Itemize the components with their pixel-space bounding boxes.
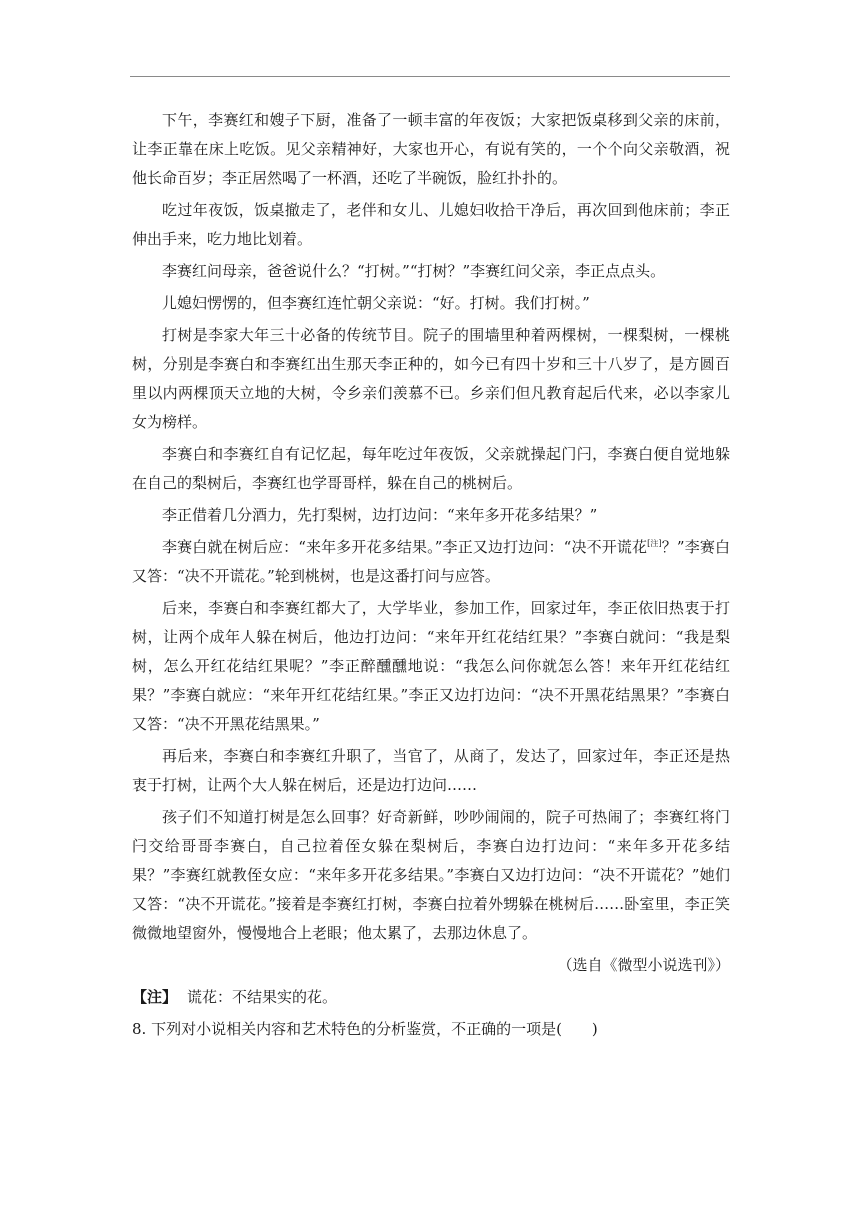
paragraph: 儿媳妇愣愣的，但李赛红连忙朝父亲说：“好。打树。我们打树。” [162, 294, 590, 312]
paragraph-text: ？”李赛白又答：“决不开谎花。”轮到桃树，也是这番打问与应答。 [132, 538, 730, 585]
paragraph-with-note [132, 533, 730, 591]
paragraph: 打树是李家大年三十必备的传统节目。院子的围墙里种着两棵树，一棵梨树，一棵桃树，分别是李赛白和李赛红出生那天李正种的，如今已有四十岁和三十八岁了，是方圆百里以内两棵顶天立地的大树，令乡亲们羡慕不已。乡亲们但凡教育起后代来，必以李家儿女为榜样。 [132, 326, 730, 431]
question-8: 8. 下列对小说相关内容和艺术特色的分析鉴赏，不正确的一项是( ) [132, 1020, 598, 1038]
footnote-text: 谎花：不结果实的花。 [187, 988, 338, 1006]
paragraph: 下午，李赛红和嫂子下厨，准备了一顿丰富的年夜饭；大家把饭桌移到父亲的床前，让李正靠在床上吃饭。见父亲精神好，大家也开心，有说有笑的，一个个向父亲敬酒，祝他长命百岁；李正居然喝了一杯酒，还吃了半碗饭，脸红扑扑的。 [132, 111, 730, 187]
footnote-marker: [注] [647, 539, 662, 548]
paragraph: 李赛白和李赛红自有记忆起，每年吃过年夜饭，父亲就操起门闩，李赛白便自觉地躲在自己的梨树后，李赛红也学哥哥样，躲在自己的桃树后。 [132, 445, 730, 492]
header-rule [130, 76, 730, 77]
footnote-label: 【注】 [132, 988, 178, 1006]
paragraph: 李正借着几分酒力，先打梨树，边打边问：“来年多开花多结果？” [162, 506, 598, 524]
footnote [132, 983, 730, 1012]
paragraph: 李赛红问母亲，爸爸说什么？“打树。”“打树？”李赛红问父亲，李正点点头。 [162, 262, 666, 280]
paragraph: 后来，李赛白和李赛红都大了，大学毕业，参加工作，回家过年，李正依旧热衷于打树，让两个成年人躲在树后，他边打边问：“来年开红花结红果？”李赛白就问：“我是梨树，怎么开红花结红果呢？”李正醉醺醺地说：“我怎么问你就怎么答！来年开红花结红果？”李赛白就应：“来年开红花结红果。”李正又边打边问：“决不开黑花结黑果？”李赛白又答：“决不开黑花结黑果。” [132, 599, 730, 733]
source-citation: （选自《微型小说选刊》） [557, 956, 730, 974]
paragraph: 孩子们不知道打树是怎么回事？好奇新鲜，吵吵闹闹的，院子可热闹了；李赛红将门闩交给哥哥李赛白，自己拉着侄女躲在梨树后，李赛白边打边问：“来年多开花多结果？”李赛红就教侄女应：“来年多开花多结果。”李赛白又边打边问：“决不开谎花？”她们又答：“决不开谎花。”接着是李赛红打树，李赛白拉着外甥躲在桃树后……卧室里，李正笑微微地望窗外，慢慢地合上老眼；他太累了，去那边休息了。 [132, 808, 730, 942]
paragraph: 吃过年夜饭，饭桌撤走了，老伴和女儿、儿媳妇收拾干净后，再次回到他床前；李正伸出手来，吃力地比划着。 [132, 201, 730, 248]
paragraph-text: 李赛白就在树后应：“来年多开花多结果。”李正又边打边问：“决不开谎花 [162, 538, 648, 556]
paragraph: 再后来，李赛白和李赛红升职了，当官了，从商了，发达了，回家过年，李正还是热衷于打树，让两个大人躲在树后，还是边打边问…… [132, 747, 730, 794]
passage [132, 106, 730, 1044]
